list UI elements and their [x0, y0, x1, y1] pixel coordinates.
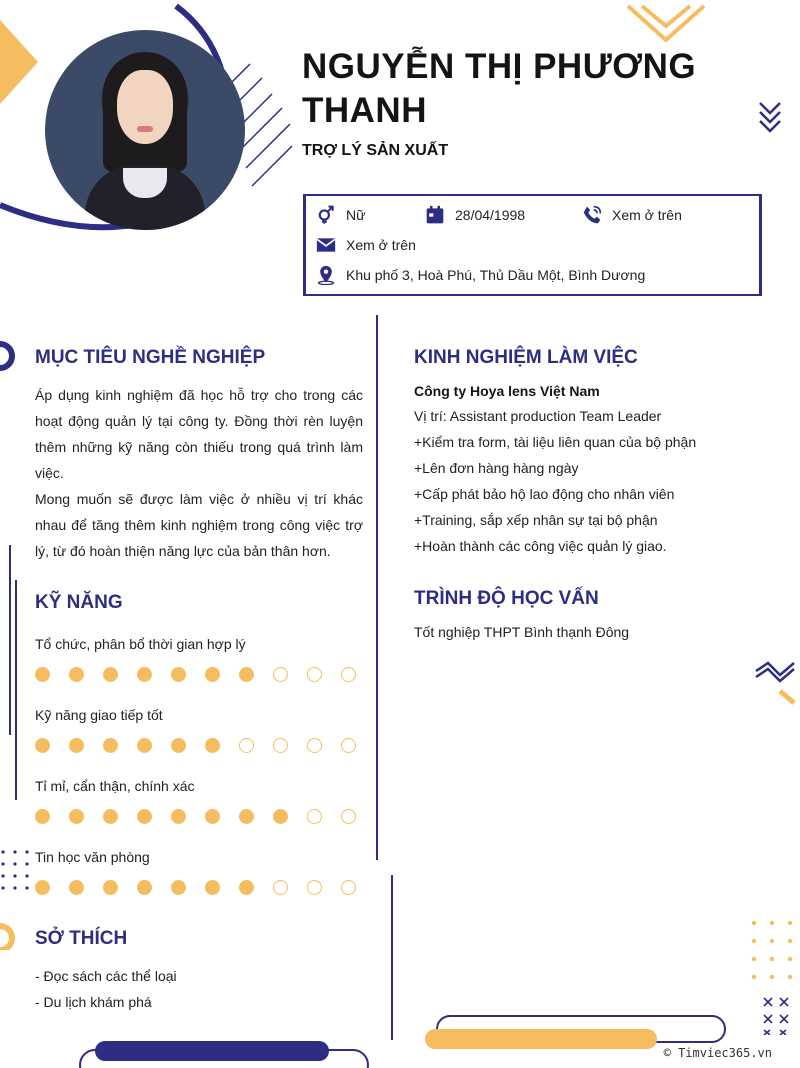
rating-dot-filled — [103, 880, 118, 895]
phone-value: Xem ở trên — [612, 207, 682, 223]
candidate-name: NGUYỄN THỊ PHƯƠNG THANH — [302, 47, 697, 130]
rating-dot-filled — [103, 809, 118, 824]
info-address — [316, 265, 645, 285]
objective-paragraph-1: Áp dụng kinh nghiệm đã học hỗ trợ cho trong các hoạt động quản lý tại công ty. Đồng thời rèn luyện thêm những kỹ năng còn thiếu trong quá trình làm việc. — [35, 387, 363, 481]
rating-dot-empty — [341, 667, 356, 682]
experience-line: +Training, sắp xếp nhân sự tại bộ phận — [414, 512, 658, 528]
experience-line: +Hoàn thành các công việc quản lý giao. — [414, 538, 667, 554]
skill-rating — [35, 809, 356, 824]
bottom-right-decoration — [740, 915, 800, 1035]
rating-dot-filled — [171, 738, 186, 753]
rating-dot-empty — [341, 738, 356, 753]
bottom-pill-decorations — [75, 1010, 735, 1068]
left-side-decoration — [0, 330, 30, 950]
location-icon — [316, 265, 336, 285]
skills-heading: KỸ NĂNG — [35, 592, 123, 613]
info-gender — [316, 205, 365, 225]
rating-dot-filled — [137, 738, 152, 753]
skill-rating — [35, 738, 356, 753]
hobby-item: - Du lịch khám phá — [35, 994, 152, 1010]
contact-info-box — [303, 194, 762, 296]
info-phone — [582, 205, 682, 225]
rating-dot-filled — [69, 809, 84, 824]
calendar-icon — [425, 205, 445, 225]
hobby-item: - Đọc sách các thể loại — [35, 968, 177, 984]
address-value: Khu phố 3, Hoà Phú, Thủ Dầu Một, Bình Dương — [346, 267, 646, 283]
rating-dot-filled — [239, 809, 254, 824]
experience-line: Vị trí: Assistant production Team Leader — [414, 408, 662, 424]
rating-dot-filled — [205, 738, 220, 753]
rating-dot-empty — [307, 667, 322, 682]
skill-label: Tỉ mỉ, cẩn thận, chính xác — [35, 778, 195, 794]
rating-dot-empty — [273, 738, 288, 753]
gender-icon — [316, 205, 336, 225]
rating-dot-empty — [307, 880, 322, 895]
rating-dot-filled — [171, 809, 186, 824]
phone-icon — [582, 205, 602, 225]
skill-rating — [35, 880, 356, 895]
rating-dot-filled — [35, 809, 50, 824]
rating-dot-filled — [205, 880, 220, 895]
hobbies-heading: SỞ THÍCH — [35, 928, 128, 949]
rating-dot-filled — [273, 809, 288, 824]
rating-dot-filled — [103, 667, 118, 682]
email-icon — [316, 235, 336, 255]
rating-dot-empty — [307, 809, 322, 824]
right-zigzag-decoration — [750, 655, 800, 710]
rating-dot-filled — [205, 667, 220, 682]
rating-dot-filled — [171, 880, 186, 895]
rating-dot-empty — [341, 880, 356, 895]
rating-dot-filled — [35, 880, 50, 895]
rating-dot-filled — [35, 738, 50, 753]
email-value: Xem ở trên — [346, 237, 416, 253]
rating-dot-filled — [103, 738, 118, 753]
experience-line: +Cấp phát bảo hộ lao động cho nhân viên — [414, 486, 675, 502]
rating-dot-filled — [205, 809, 220, 824]
rating-dot-filled — [137, 667, 152, 682]
rating-dot-filled — [239, 880, 254, 895]
experience-heading: KINH NGHIỆM LÀM VIỆC — [414, 347, 638, 368]
rating-dot-empty — [273, 667, 288, 682]
education-heading: TRÌNH ĐỘ HỌC VẤN — [414, 588, 599, 609]
info-email — [316, 235, 416, 255]
experience-line: +Kiểm tra form, tài liệu liên quan của bộ phận — [414, 434, 697, 450]
gender-value: Nữ — [346, 207, 366, 223]
education-text: Tốt nghiệp THPT Bình thạnh Đông — [414, 624, 630, 640]
watermark: © Timviec365.vn — [663, 1046, 772, 1060]
rating-dot-filled — [69, 738, 84, 753]
rating-dot-filled — [35, 667, 50, 682]
skill-label: Kỹ năng giao tiếp tốt — [35, 707, 163, 723]
rating-dot-empty — [307, 738, 322, 753]
rating-dot-filled — [171, 667, 186, 682]
job-title: TRỢ LÝ SẢN XUẤT — [302, 142, 449, 159]
rating-dot-empty — [341, 809, 356, 824]
info-birthdate — [425, 205, 525, 225]
rating-dot-filled — [239, 667, 254, 682]
rating-dot-filled — [69, 880, 84, 895]
skill-rating — [35, 667, 356, 682]
skill-label: Tổ chức, phân bổ thời gian hợp lý — [35, 636, 246, 652]
rating-dot-filled — [137, 880, 152, 895]
skill-label: Tin học văn phòng — [35, 849, 150, 865]
profile-photo — [45, 30, 245, 230]
column-divider — [374, 315, 394, 1045]
rating-dot-filled — [69, 667, 84, 682]
rating-dot-empty — [273, 880, 288, 895]
rating-dot-empty — [239, 738, 254, 753]
rating-dot-filled — [137, 809, 152, 824]
company-name: Công ty Hoya lens Việt Nam — [414, 383, 600, 399]
experience-line: +Lên đơn hàng hàng ngày — [414, 460, 579, 476]
objective-heading: MỤC TIÊU NGHỀ NGHIỆP — [35, 347, 266, 368]
objective-paragraph-2: Mong muốn sẽ được làm việc ở nhiều vị trí khác nhau để tăng thêm kinh nghiệm trong công việc trợ lý, từ đó hoàn thiện năng lực của bản thân hơn. — [35, 491, 363, 559]
birthdate-value: 28/04/1998 — [455, 207, 526, 223]
